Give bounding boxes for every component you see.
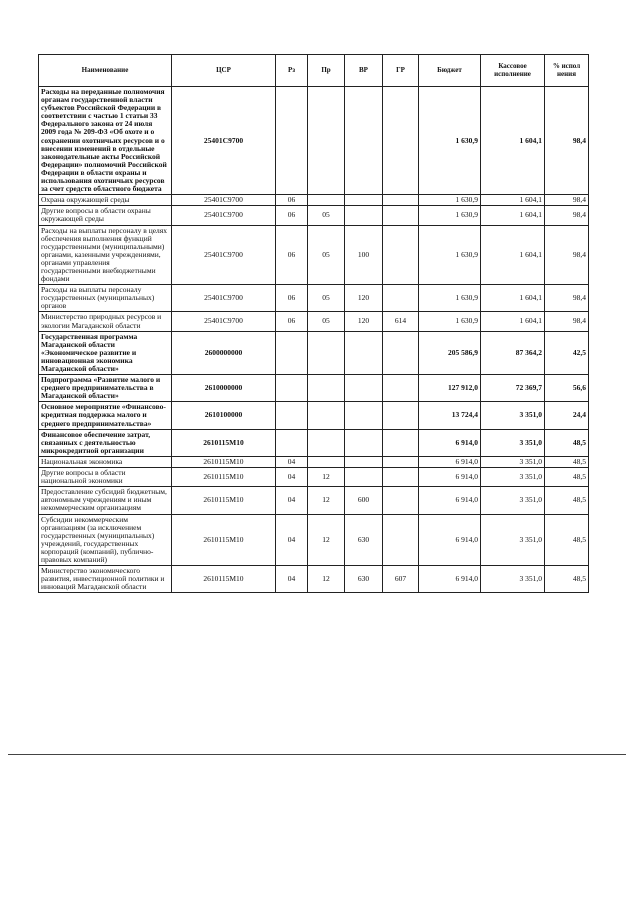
cell-cash: 3 351,0: [481, 566, 545, 593]
cell-gr: [383, 375, 419, 402]
table-row: [39, 312, 589, 331]
cell-cash: 3 351,0: [481, 514, 545, 566]
cell-pr: [308, 456, 345, 467]
cell-name: Министерство природных ресурсов и экологии Магаданской области: [39, 312, 172, 331]
table-body: [39, 87, 589, 593]
cell-pr: [308, 429, 345, 456]
cell-budget: 1 630,9: [419, 87, 481, 195]
cell-name: Субсидии некоммерческим организациям (за исключением государственных (муниципальных) учреждений, государственных корпораций (компаний), публично-правовых компаний): [39, 514, 172, 566]
cell-budget: 6 914,0: [419, 456, 481, 467]
cell-csr: 25401С9700: [172, 312, 276, 331]
cell-rz: [276, 429, 308, 456]
cell-gr: [383, 331, 419, 374]
table-row: [39, 566, 589, 593]
cell-gr: [383, 402, 419, 429]
header-pct: % испол нения: [545, 55, 589, 87]
budget-execution-table: [38, 54, 589, 593]
cell-name: Охрана окружающей среды: [39, 195, 172, 206]
cell-cash: 1 604,1: [481, 285, 545, 312]
table-row: [39, 402, 589, 429]
cell-name: Другие вопросы в области национальной экономики: [39, 468, 172, 487]
cell-pr: [308, 402, 345, 429]
cell-csr: 2610100000: [172, 402, 276, 429]
cell-pct: 48,5: [545, 429, 589, 456]
cell-gr: [383, 514, 419, 566]
cell-pct: 48,5: [545, 514, 589, 566]
cell-budget: 6 914,0: [419, 487, 481, 514]
cell-pr: 05: [308, 285, 345, 312]
table-row: [39, 456, 589, 467]
cell-cash: 72 369,7: [481, 375, 545, 402]
cell-vr: [345, 375, 383, 402]
cell-name: Национальная экономика: [39, 456, 172, 467]
cell-vr: [345, 402, 383, 429]
cell-cash: 3 351,0: [481, 456, 545, 467]
cell-pr: 12: [308, 468, 345, 487]
cell-pr: 12: [308, 487, 345, 514]
cell-vr: 600: [345, 487, 383, 514]
table-row: [39, 468, 589, 487]
cell-name: Государственная программа Магаданской области «Экономическое развитие и инновационная экономика Магаданской области»: [39, 331, 172, 374]
cell-pr: [308, 87, 345, 195]
table-header: [39, 55, 589, 87]
cell-name: Другие вопросы в области охраны окружающей среды: [39, 206, 172, 225]
cell-pct: 48,5: [545, 456, 589, 467]
cell-gr: 607: [383, 566, 419, 593]
cell-gr: [383, 195, 419, 206]
table-row: [39, 225, 589, 285]
cell-gr: 614: [383, 312, 419, 331]
header-gr: ГР: [383, 55, 419, 87]
cell-cash: 1 604,1: [481, 206, 545, 225]
table-row: [39, 375, 589, 402]
cell-pct: 48,5: [545, 487, 589, 514]
cell-vr: [345, 331, 383, 374]
cell-gr: [383, 468, 419, 487]
cell-name: Основное мероприятие «Финансово-кредитная поддержка малого и среднего предпринимательства»: [39, 402, 172, 429]
table-row: [39, 331, 589, 374]
cell-gr: [383, 487, 419, 514]
table-row: [39, 87, 589, 195]
cell-rz: 06: [276, 312, 308, 331]
cell-budget: 13 724,4: [419, 402, 481, 429]
cell-rz: [276, 375, 308, 402]
cell-pr: 05: [308, 206, 345, 225]
cell-csr: 2610000000: [172, 375, 276, 402]
cell-cash: 3 351,0: [481, 487, 545, 514]
cell-budget: 1 630,9: [419, 285, 481, 312]
cell-cash: 3 351,0: [481, 402, 545, 429]
table-row: [39, 206, 589, 225]
cell-budget: 6 914,0: [419, 514, 481, 566]
cell-budget: 1 630,9: [419, 195, 481, 206]
table-row: [39, 514, 589, 566]
cell-name: Расходы на переданные полномочия органам государственной власти субъектов Российской Федерации в соответствии с частью 1 статьи 33 Федерального закона от 24 июля 2009 года № 209-ФЗ «Об охоте и о сохранении охотничьих ресурсов и о внесении изменений в отдельные законодательные акты Российской Федерации» полномочий Российской Федерации в области охраны и использования охотничьих ресурсов за счет средств областного бюджета: [39, 87, 172, 195]
cell-csr: 2610115М10: [172, 456, 276, 467]
cell-csr: 2610115М10: [172, 566, 276, 593]
cell-csr: 25401С9700: [172, 225, 276, 285]
cell-pr: [308, 195, 345, 206]
table-row: [39, 285, 589, 312]
cell-name: Подпрограмма «Развитие малого и среднего предпринимательства в Магаданской области»: [39, 375, 172, 402]
cell-rz: 04: [276, 468, 308, 487]
cell-rz: [276, 87, 308, 195]
header-vr: ВР: [345, 55, 383, 87]
cell-budget: 6 914,0: [419, 468, 481, 487]
cell-pct: 98,4: [545, 87, 589, 195]
cell-csr: 25401С9700: [172, 285, 276, 312]
cell-csr: 25401С9700: [172, 206, 276, 225]
cell-rz: 04: [276, 514, 308, 566]
cell-pct: 98,4: [545, 206, 589, 225]
cell-budget: 6 914,0: [419, 566, 481, 593]
cell-rz: [276, 402, 308, 429]
table-row: [39, 429, 589, 456]
cell-pct: 48,5: [545, 566, 589, 593]
cell-rz: [276, 331, 308, 374]
cell-cash: 3 351,0: [481, 468, 545, 487]
cell-vr: 100: [345, 225, 383, 285]
cell-csr: 2610115М10: [172, 468, 276, 487]
cell-gr: [383, 225, 419, 285]
cell-budget: 127 912,0: [419, 375, 481, 402]
cell-rz: 04: [276, 456, 308, 467]
cell-rz: 06: [276, 225, 308, 285]
cell-pr: 12: [308, 514, 345, 566]
cell-vr: [345, 206, 383, 225]
cell-pct: 56,6: [545, 375, 589, 402]
cell-pct: 98,4: [545, 312, 589, 331]
cell-vr: [345, 87, 383, 195]
cell-gr: [383, 87, 419, 195]
cell-cash: 87 364,2: [481, 331, 545, 374]
cell-name: Расходы на выплаты персоналу в целях обеспечения выполнения функций государственными (муниципальными) органами, казенными учреждениями, органами управления государственными внебюджетными фондами: [39, 225, 172, 285]
cell-csr: 2610115М10: [172, 429, 276, 456]
cell-cash: 1 604,1: [481, 87, 545, 195]
cell-pct: 48,5: [545, 468, 589, 487]
cell-pct: 98,4: [545, 195, 589, 206]
cell-pct: 98,4: [545, 225, 589, 285]
footer-rule: [8, 754, 626, 755]
cell-cash: 1 604,1: [481, 312, 545, 331]
cell-name: Предоставление субсидий бюджетным, автономным учреждениям и иным некоммерческим организациям: [39, 487, 172, 514]
cell-vr: [345, 429, 383, 456]
cell-cash: 1 604,1: [481, 195, 545, 206]
cell-gr: [383, 456, 419, 467]
cell-csr: 2610115М10: [172, 514, 276, 566]
cell-vr: [345, 456, 383, 467]
cell-pct: 98,4: [545, 285, 589, 312]
cell-vr: 630: [345, 514, 383, 566]
header-rz: Рз: [276, 55, 308, 87]
cell-vr: [345, 195, 383, 206]
header-name: Наименование: [39, 55, 172, 87]
header-cash: Кассовое исполнение: [481, 55, 545, 87]
cell-vr: 630: [345, 566, 383, 593]
cell-csr: 25401С9700: [172, 87, 276, 195]
table-row: [39, 195, 589, 206]
cell-budget: 205 586,9: [419, 331, 481, 374]
cell-budget: 1 630,9: [419, 206, 481, 225]
cell-rz: 06: [276, 285, 308, 312]
cell-csr: 25401С9700: [172, 195, 276, 206]
cell-vr: 120: [345, 285, 383, 312]
cell-budget: 1 630,9: [419, 225, 481, 285]
cell-rz: 04: [276, 566, 308, 593]
cell-pr: [308, 331, 345, 374]
cell-rz: 06: [276, 195, 308, 206]
header-csr: ЦСР: [172, 55, 276, 87]
cell-pr: [308, 375, 345, 402]
cell-name: Финансовое обеспечение затрат, связанных с деятельностью микрокредитной организации: [39, 429, 172, 456]
cell-gr: [383, 206, 419, 225]
cell-rz: 04: [276, 487, 308, 514]
header-budget: Бюджет: [419, 55, 481, 87]
cell-budget: 1 630,9: [419, 312, 481, 331]
header-pr: Пр: [308, 55, 345, 87]
cell-pct: 24,4: [545, 402, 589, 429]
cell-gr: [383, 285, 419, 312]
cell-csr: 2600000000: [172, 331, 276, 374]
cell-pr: 12: [308, 566, 345, 593]
table-row: [39, 487, 589, 514]
cell-cash: 3 351,0: [481, 429, 545, 456]
cell-vr: 120: [345, 312, 383, 331]
cell-name: Расходы на выплаты персоналу государственных (муниципальных) органов: [39, 285, 172, 312]
cell-pr: 05: [308, 312, 345, 331]
cell-vr: [345, 468, 383, 487]
cell-budget: 6 914,0: [419, 429, 481, 456]
cell-rz: 06: [276, 206, 308, 225]
cell-pr: 05: [308, 225, 345, 285]
cell-csr: 2610115М10: [172, 487, 276, 514]
cell-gr: [383, 429, 419, 456]
cell-cash: 1 604,1: [481, 225, 545, 285]
cell-name: Министерство экономического развития, инвестиционной политики и инноваций Магаданской области: [39, 566, 172, 593]
cell-pct: 42,5: [545, 331, 589, 374]
